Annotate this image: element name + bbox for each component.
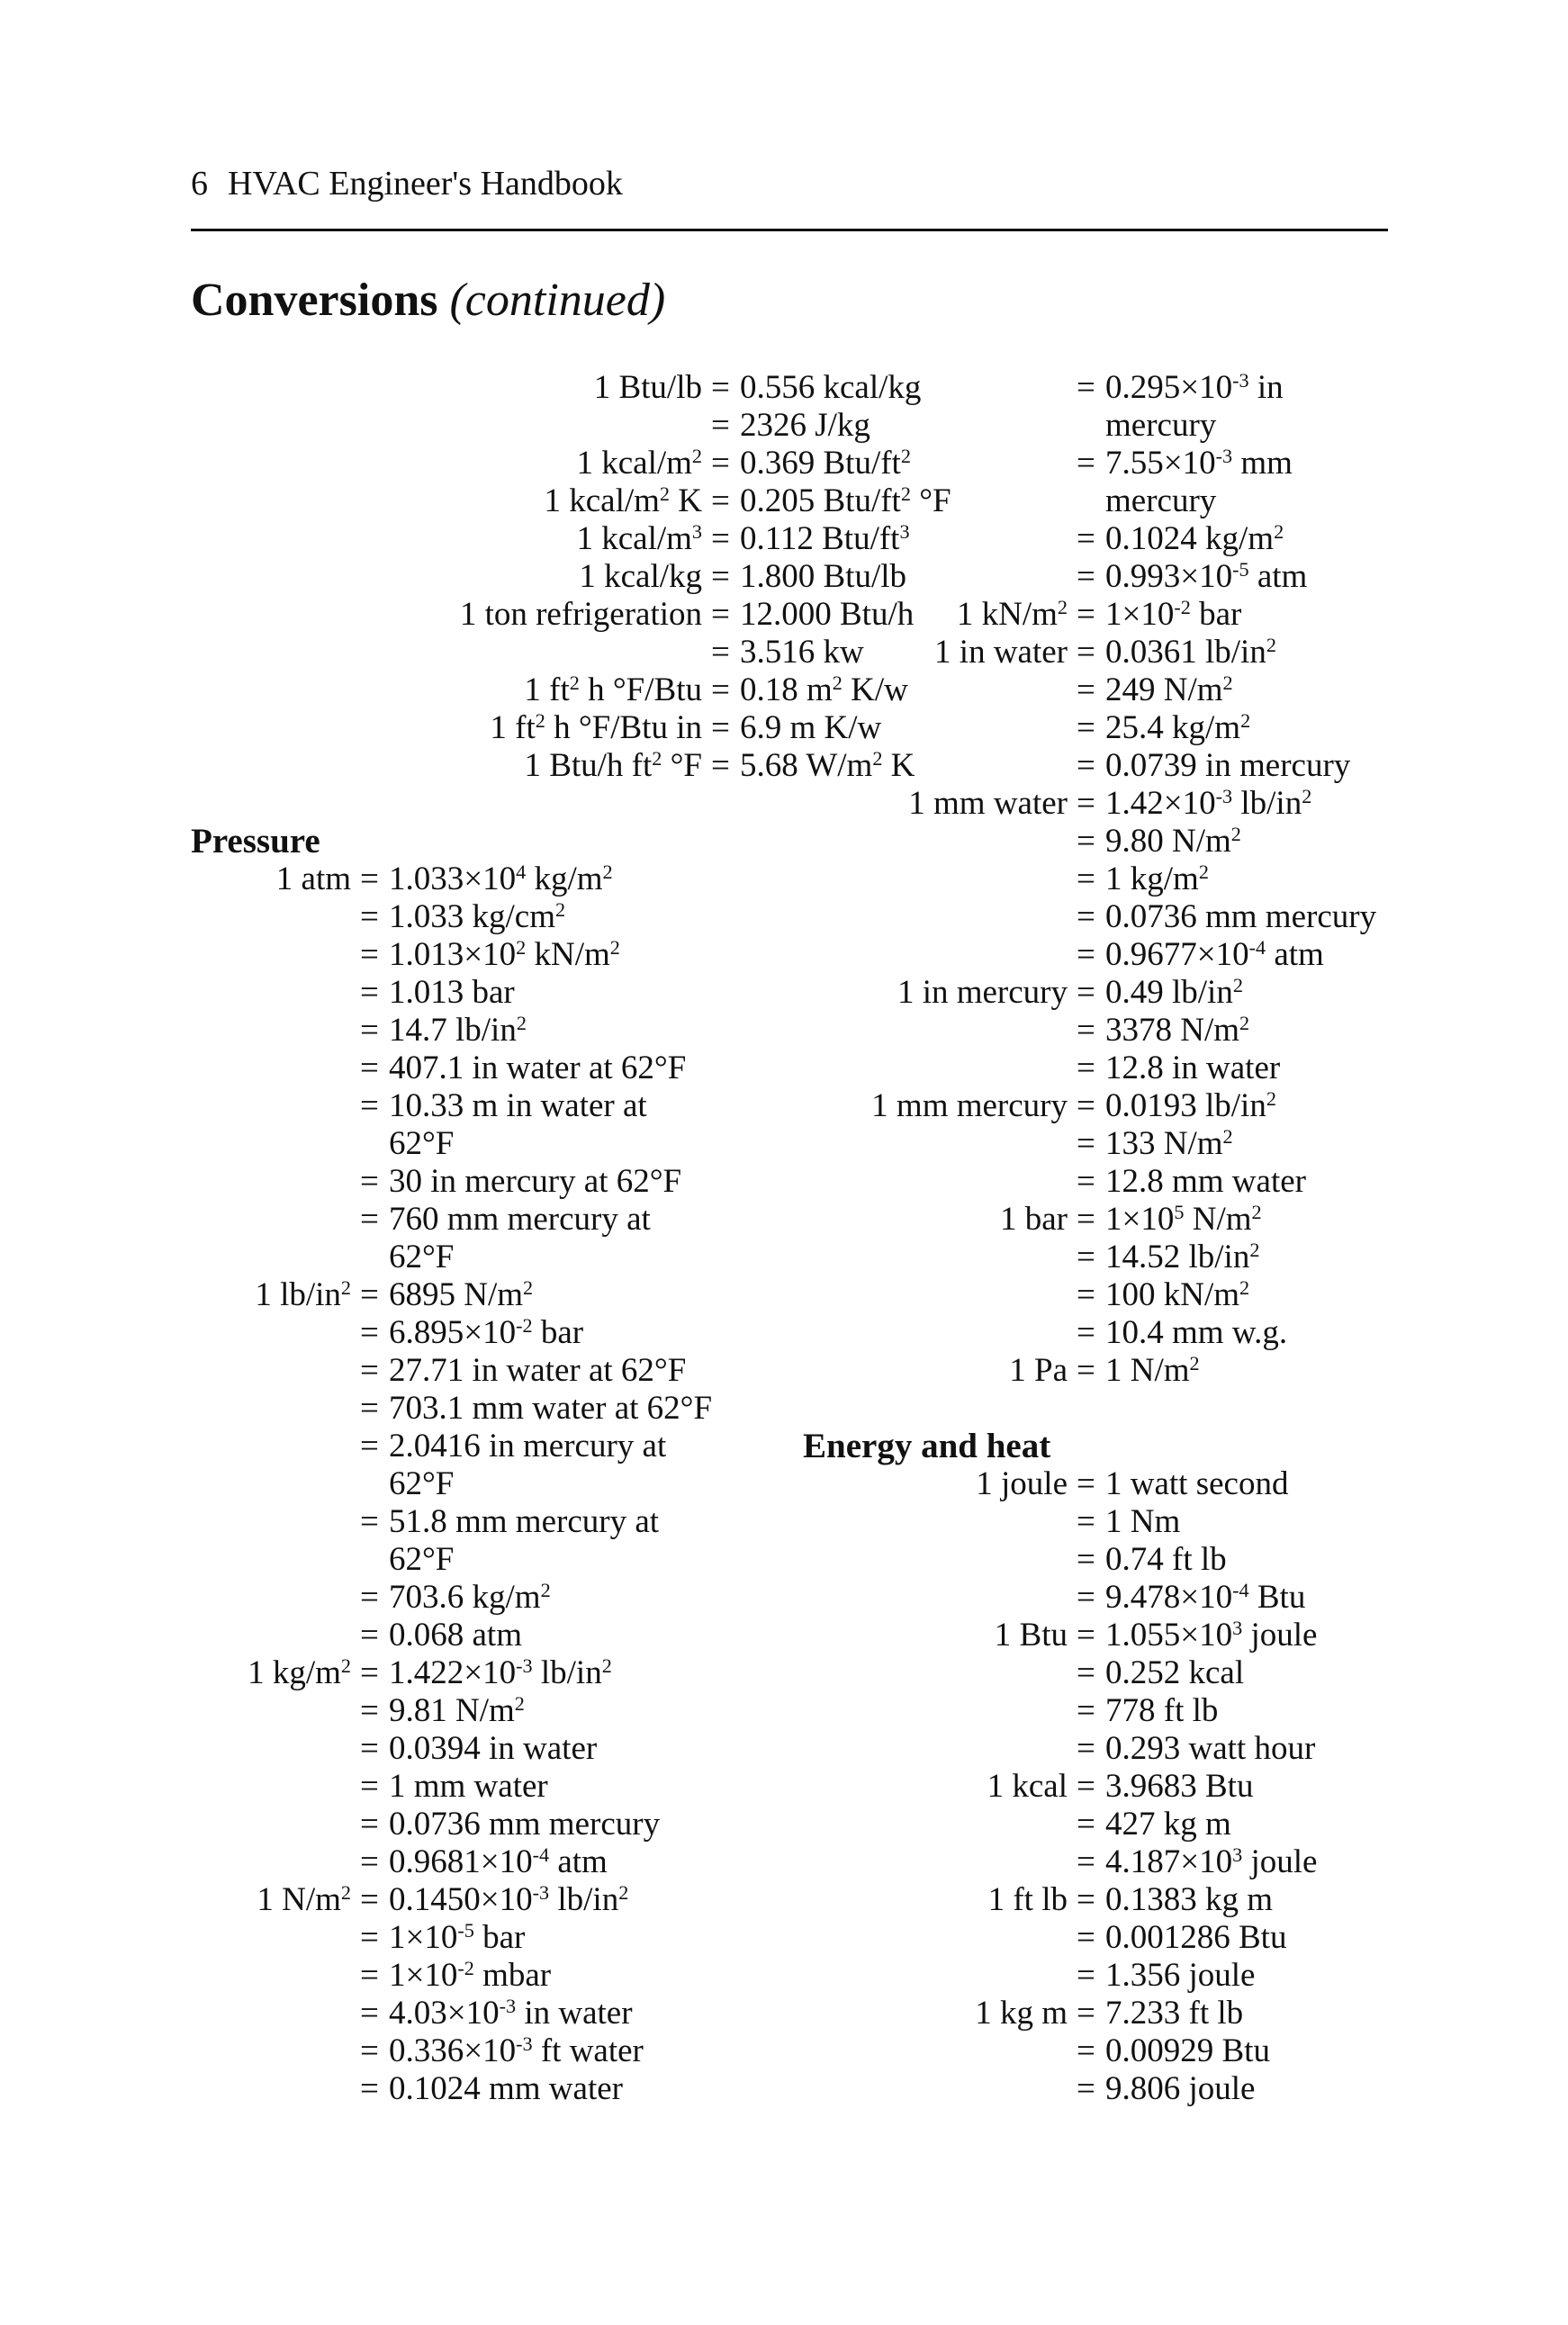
conversion-value: = 1 mm water bbox=[360, 1768, 548, 1805]
conversion-value: = $1.033\times 10^4$ $kg/m^2$ bbox=[360, 860, 613, 897]
conversion-unit: 1 $kg/m^2$ bbox=[248, 1654, 351, 1691]
conversion-row bbox=[191, 1352, 767, 1390]
conversion-unit bbox=[803, 2032, 1068, 2070]
conversion-value: = $9.478\times 10^{-4}$ Btu bbox=[1077, 1578, 1306, 1616]
conversion-row bbox=[191, 369, 922, 407]
conversion-row bbox=[191, 444, 911, 482]
conversion-value: = $1.422\times 10^{-3}$ $lb/in^2$ bbox=[360, 1654, 612, 1691]
conversion-unit bbox=[191, 634, 702, 671]
conversion-unit: 1 kcal bbox=[987, 1768, 1068, 1805]
section-spacer bbox=[191, 785, 767, 823]
conversion-value: = 3.516 kw bbox=[711, 634, 864, 671]
conversion-unit: 1 Pa bbox=[1009, 1352, 1068, 1389]
conversion-row bbox=[191, 1957, 767, 1995]
conversion-unit bbox=[191, 1125, 351, 1163]
conversion-row bbox=[191, 1239, 767, 1276]
conversion-row bbox=[191, 482, 951, 520]
conversion-row bbox=[803, 1806, 1388, 1843]
conversion-value: = 1.013 bar bbox=[360, 974, 515, 1011]
conversion-unit bbox=[803, 1919, 1068, 1957]
conversion-row bbox=[803, 1843, 1388, 1881]
conversion-unit bbox=[803, 2070, 1068, 2108]
conversion-block bbox=[803, 1390, 1388, 2108]
conversion-row bbox=[191, 1806, 767, 1843]
conversion-unit bbox=[803, 1541, 1068, 1579]
conversion-unit bbox=[803, 482, 1068, 520]
conversion-value: mercury bbox=[1105, 407, 1217, 444]
conversion-unit: 1 Btu/lb bbox=[593, 369, 702, 406]
conversion-row bbox=[803, 520, 1388, 558]
conversion-value: = 133 $N/m^2$ bbox=[1077, 1124, 1233, 1162]
conversion-unit bbox=[803, 369, 1068, 407]
conversion-unit bbox=[191, 1012, 351, 1050]
conversion-value: = 0.556 kcal/kg bbox=[711, 369, 922, 406]
conversion-unit: 1 bar bbox=[1000, 1201, 1068, 1238]
conversion-row bbox=[803, 1012, 1388, 1050]
conversion-value: = $0.1450\times 10^{-3}$ $lb/in^2$ bbox=[360, 1880, 629, 1918]
conversion-row bbox=[803, 2032, 1388, 2070]
conversion-row bbox=[191, 974, 767, 1012]
conversion-value: = 407.1 in water at 62°F bbox=[360, 1050, 687, 1086]
conversion-row bbox=[191, 1201, 767, 1239]
conversion-unit bbox=[191, 936, 351, 974]
conversion-unit bbox=[191, 1579, 351, 1617]
conversion-unit bbox=[803, 1239, 1068, 1276]
conversion-unit bbox=[803, 671, 1068, 709]
conversion-unit bbox=[191, 1087, 351, 1125]
conversion-row bbox=[191, 746, 915, 785]
conversion-row bbox=[191, 1314, 767, 1352]
conversion-value: = 0.0361 $lb/in^2$ bbox=[1077, 633, 1276, 671]
page-number: 6 bbox=[191, 165, 208, 203]
conversion-value: = 703.1 mm water at 62°F bbox=[360, 1390, 713, 1427]
conversion-value: = 25.4 $kg/m^2$ bbox=[1077, 708, 1251, 746]
conversion-row bbox=[803, 2070, 1388, 2108]
conversion-value: = 12.000 Btu/h bbox=[711, 596, 915, 633]
conversion-unit: 1 kcal/$m^3$ bbox=[576, 519, 702, 557]
conversion-unit bbox=[803, 558, 1068, 596]
conversion-value: = $0.336\times 10^{-3}$ ft water bbox=[360, 2032, 644, 2069]
conversion-row bbox=[191, 1654, 767, 1692]
conversion-unit bbox=[191, 2032, 351, 2070]
conversion-unit bbox=[191, 1428, 351, 1465]
conversion-row bbox=[803, 1314, 1388, 1352]
conversion-row bbox=[803, 974, 1388, 1012]
conversion-unit: 1 ft lb bbox=[987, 1881, 1068, 1918]
conversion-unit bbox=[803, 1654, 1068, 1692]
conversion-value: 62°F bbox=[389, 1465, 455, 1502]
conversion-row bbox=[191, 1087, 767, 1125]
conversion-row bbox=[191, 558, 907, 596]
conversion-value: = 760 mm mercury at bbox=[360, 1201, 651, 1238]
page-title-main: Conversions bbox=[191, 275, 438, 326]
conversion-value: = $1\times 10^{-2}$ bar bbox=[1077, 595, 1242, 633]
conversion-unit bbox=[191, 1806, 351, 1843]
conversion-row bbox=[803, 596, 1388, 634]
conversion-unit bbox=[803, 1314, 1068, 1352]
conversion-block bbox=[191, 785, 767, 1276]
conversion-value: = 1.033 $kg/cm^2$ bbox=[360, 897, 566, 935]
conversion-value: = 27.71 in water at 62°F bbox=[360, 1352, 687, 1389]
conversion-value: = 7.233 ft lb bbox=[1077, 1995, 1244, 2032]
conversion-value: = 2.0416 in mercury at bbox=[360, 1428, 667, 1464]
conversion-value: = 1 watt second bbox=[1077, 1465, 1289, 1502]
conversion-row bbox=[803, 1730, 1388, 1768]
conversion-unit bbox=[803, 1276, 1068, 1314]
conversion-unit bbox=[803, 1843, 1068, 1881]
conversion-value: = 0.18 $m^2$ K/w bbox=[711, 671, 908, 708]
conversion-value: = 0.1383 kg m bbox=[1077, 1881, 1274, 1918]
conversion-row bbox=[803, 1957, 1388, 1995]
conversion-unit bbox=[803, 898, 1068, 936]
conversion-value: = 0.252 kcal bbox=[1077, 1654, 1245, 1691]
conversion-unit bbox=[191, 1843, 351, 1881]
conversion-unit: 1 ton refrigeration bbox=[459, 596, 702, 633]
conversion-row bbox=[803, 1768, 1388, 1806]
conversion-unit: 1 mm mercury bbox=[871, 1087, 1068, 1124]
conversion-value: = 703.6 $kg/m^2$ bbox=[360, 1578, 551, 1616]
conversion-row bbox=[191, 1843, 767, 1881]
conversion-row bbox=[803, 1881, 1388, 1919]
conversion-row bbox=[191, 898, 767, 936]
conversion-unit bbox=[803, 936, 1068, 974]
conversion-value: = 1.800 Btu/lb bbox=[711, 558, 907, 595]
conversion-row bbox=[803, 1465, 1388, 1503]
conversion-value: = 0.0736 mm mercury bbox=[1077, 898, 1377, 935]
conversion-row bbox=[803, 445, 1388, 482]
conversion-unit bbox=[803, 445, 1068, 482]
conversion-value: = 0.293 watt hour bbox=[1077, 1730, 1316, 1767]
conversion-unit: 1 mm water bbox=[908, 785, 1068, 822]
conversion-unit bbox=[191, 407, 702, 445]
conversion-unit bbox=[803, 747, 1068, 785]
conversion-value: = 0.00929 Btu bbox=[1077, 2032, 1270, 2069]
conversion-unit bbox=[803, 520, 1068, 558]
conversion-value: = 778 ft lb bbox=[1077, 1692, 1219, 1729]
conversion-row bbox=[191, 1919, 767, 1957]
conversion-row bbox=[803, 936, 1388, 974]
conversion-value: 62°F bbox=[389, 1239, 455, 1275]
conversion-row bbox=[191, 634, 864, 671]
conversion-value: = 0.369 Btu/$ft^2$ bbox=[711, 444, 911, 482]
conversion-value: = 427 kg m bbox=[1077, 1806, 1231, 1843]
conversion-value: = 0.0193 $lb/in^2$ bbox=[1077, 1086, 1276, 1124]
conversion-value: = $0.9677\times 10^{-4}$ atm bbox=[1077, 935, 1324, 973]
conversion-unit: 1 kcal/kg bbox=[579, 558, 702, 595]
conversion-row bbox=[191, 1541, 767, 1579]
conversion-value: 62°F bbox=[389, 1541, 455, 1578]
conversion-value: = 6895 $N/m^2$ bbox=[360, 1275, 534, 1313]
conversion-unit bbox=[803, 407, 1068, 445]
conversion-unit bbox=[803, 1012, 1068, 1050]
conversion-row bbox=[803, 1201, 1388, 1239]
conversion-value: = 0.068 atm bbox=[360, 1617, 522, 1654]
conversion-row bbox=[803, 1163, 1388, 1201]
conversion-row bbox=[803, 634, 1388, 671]
conversion-unit bbox=[191, 1768, 351, 1806]
conversion-value: = $1\times 10^5$ $N/m^2$ bbox=[1077, 1200, 1262, 1238]
conversion-row bbox=[803, 1995, 1388, 2032]
conversion-row bbox=[803, 1503, 1388, 1541]
conversion-unit bbox=[803, 861, 1068, 898]
conversion-value: = $0.295\times 10^{-3}$ in bbox=[1077, 368, 1284, 406]
conversion-unit bbox=[191, 1239, 351, 1276]
conversion-unit bbox=[803, 1730, 1068, 1768]
conversion-unit bbox=[191, 1201, 351, 1239]
conversion-value: = 5.68 $W/m^2$ K bbox=[711, 746, 915, 784]
conversion-unit bbox=[191, 1503, 351, 1541]
conversion-value: = 2326 J/kg bbox=[711, 407, 870, 444]
conversion-value: = 249 $N/m^2$ bbox=[1077, 671, 1233, 708]
conversion-unit bbox=[191, 1692, 351, 1730]
conversion-row bbox=[803, 1692, 1388, 1730]
conversion-row bbox=[803, 671, 1388, 709]
conversion-row bbox=[191, 1995, 767, 2032]
conversion-unit bbox=[191, 1957, 351, 1995]
conversion-value: = 0.1024 $kg/m^2$ bbox=[1077, 519, 1284, 557]
conversion-value: 62°F bbox=[389, 1125, 455, 1162]
conversion-row bbox=[803, 785, 1388, 823]
conversion-unit bbox=[803, 1163, 1068, 1201]
conversion-value: = 14.7 $lb/in^2$ bbox=[360, 1011, 527, 1049]
conversion-unit bbox=[191, 974, 351, 1012]
conversion-row bbox=[803, 1276, 1388, 1314]
conversion-unit bbox=[803, 1503, 1068, 1541]
conversion-unit: 1 kcal/$m^2$ K bbox=[544, 482, 702, 519]
page-title bbox=[191, 272, 665, 329]
conversion-unit: 1 $kN/m^2$ bbox=[956, 595, 1068, 633]
conversion-row bbox=[803, 1087, 1388, 1125]
conversion-row bbox=[803, 1125, 1388, 1163]
section-heading: Energy and heat bbox=[803, 1427, 1051, 1465]
conversion-row bbox=[803, 1352, 1388, 1390]
conversion-value: = 3.9683 Btu bbox=[1077, 1768, 1254, 1805]
conversion-value: = $6.895\times 10^{-2}$ bar bbox=[360, 1313, 584, 1351]
conversion-value: = 1 $N/m^2$ bbox=[1077, 1351, 1200, 1389]
conversion-value: = 9.80 $N/m^2$ bbox=[1077, 822, 1241, 860]
conversion-row bbox=[191, 671, 908, 709]
conversion-value: = $1.42\times 10^{-3}$ $lb/in^2$ bbox=[1077, 784, 1312, 822]
conversion-unit bbox=[191, 1617, 351, 1654]
conversion-value: = 0.74 ft lb bbox=[1077, 1541, 1227, 1578]
conversion-row bbox=[191, 1125, 767, 1163]
conversion-value: = 0.0736 mm mercury bbox=[360, 1806, 661, 1843]
right-column bbox=[803, 369, 1388, 2108]
conversion-row bbox=[191, 1465, 767, 1503]
conversion-unit bbox=[803, 1806, 1068, 1843]
conversion-block bbox=[191, 1276, 767, 2108]
conversion-block bbox=[803, 369, 1388, 1390]
conversion-row bbox=[191, 861, 767, 898]
conversion-value: = 1 $kg/m^2$ bbox=[1077, 860, 1209, 897]
conversion-unit bbox=[191, 1050, 351, 1087]
conversion-row bbox=[191, 1881, 767, 1919]
conversion-row bbox=[191, 2070, 767, 2108]
conversion-value: = 10.4 mm w.g. bbox=[1077, 1314, 1288, 1351]
conversion-row bbox=[191, 1692, 767, 1730]
conversion-value: = 0.205 Btu/$ft^2$ °F bbox=[711, 482, 951, 519]
conversion-value: = 0.112 Btu/$ft^3$ bbox=[711, 519, 910, 557]
conversion-row bbox=[191, 1768, 767, 1806]
conversion-unit: 1 kg m bbox=[975, 1995, 1068, 2032]
conversion-unit bbox=[803, 1050, 1068, 1087]
conversion-row bbox=[803, 898, 1388, 936]
conversion-unit: 1 Btu bbox=[994, 1617, 1068, 1654]
conversion-unit bbox=[191, 1919, 351, 1957]
conversion-row bbox=[803, 861, 1388, 898]
conversion-value: = 3378 $N/m^2$ bbox=[1077, 1011, 1250, 1049]
conversion-row bbox=[191, 1050, 767, 1087]
conversion-row bbox=[803, 709, 1388, 747]
conversion-row bbox=[191, 1503, 767, 1541]
conversion-value: = $0.9681\times 10^{-4}$ atm bbox=[360, 1843, 608, 1880]
conversion-unit: 1 in water bbox=[934, 634, 1068, 671]
conversion-unit: 1 Btu/h $ft^2$ °F bbox=[524, 746, 702, 784]
conversion-value: = 0.0394 in water bbox=[360, 1730, 598, 1767]
conversion-value: = 0.001286 Btu bbox=[1077, 1919, 1287, 1956]
conversion-unit: 1 kcal/$m^2$ bbox=[576, 444, 702, 482]
conversion-row bbox=[191, 936, 767, 974]
conversion-row bbox=[191, 1276, 767, 1314]
conversion-value: = 12.8 in water bbox=[1077, 1050, 1281, 1086]
conversion-value: = 14.52 $lb/in^2$ bbox=[1077, 1238, 1260, 1275]
conversion-row bbox=[191, 519, 910, 558]
conversion-value: = 1 Nm bbox=[1077, 1503, 1181, 1540]
section-heading: Pressure bbox=[191, 822, 320, 861]
running-head bbox=[191, 162, 623, 205]
conversion-row bbox=[803, 369, 1388, 407]
conversion-unit bbox=[191, 1390, 351, 1428]
conversion-value: = 9.806 joule bbox=[1077, 2070, 1256, 2107]
conversion-value: = $1.013\times 10^2$ $kN/m^2$ bbox=[360, 935, 620, 973]
conversion-unit: 1 $lb/in^2$ bbox=[255, 1275, 351, 1313]
conversion-row bbox=[803, 1617, 1388, 1654]
conversion-row bbox=[191, 407, 870, 445]
conversion-row bbox=[803, 1654, 1388, 1692]
conversion-unit bbox=[191, 1541, 351, 1579]
conversion-unit bbox=[191, 1465, 351, 1503]
conversion-value: = $1\times 10^{-5}$ bar bbox=[360, 1918, 526, 1956]
conversion-unit: 1 $N/m^2$ bbox=[257, 1880, 351, 1918]
conversion-value: = $4.03\times 10^{-3}$ in water bbox=[360, 1994, 633, 2032]
conversion-unit bbox=[803, 823, 1068, 861]
conversion-value: = $4.187\times 10^3$ joule bbox=[1077, 1843, 1318, 1880]
conversion-unit: 1 $ft^2$ h °F/Btu bbox=[524, 671, 702, 708]
conversion-value: = 10.33 m in water at bbox=[360, 1087, 647, 1124]
conversion-row bbox=[191, 1617, 767, 1654]
conversion-row bbox=[803, 747, 1388, 785]
conversion-row bbox=[803, 1239, 1388, 1276]
conversion-unit bbox=[191, 1163, 351, 1201]
conversion-value: = 1.356 joule bbox=[1077, 1957, 1256, 1994]
conversion-unit bbox=[803, 709, 1068, 747]
conversion-unit bbox=[803, 1957, 1068, 1995]
conversion-value: = 6.9 m K/w bbox=[711, 709, 882, 746]
conversion-value: = 0.1024 mm water bbox=[360, 2070, 623, 2107]
conversion-row bbox=[191, 1012, 767, 1050]
conversion-unit bbox=[191, 1995, 351, 2032]
conversion-unit bbox=[191, 898, 351, 936]
conversion-row bbox=[803, 407, 1388, 445]
conversion-value: = 0.0739 in mercury bbox=[1077, 747, 1351, 784]
conversion-row bbox=[803, 1919, 1388, 1957]
conversion-value: = $7.55\times 10^{-3}$ mm bbox=[1077, 444, 1293, 482]
header-rule bbox=[191, 229, 1388, 231]
conversion-block bbox=[191, 369, 951, 785]
conversion-unit bbox=[191, 1314, 351, 1352]
conversion-unit: 1 $ft^2$ h °F/Btu in bbox=[490, 708, 702, 746]
conversion-row bbox=[803, 558, 1388, 596]
conversion-row bbox=[803, 1541, 1388, 1579]
conversion-unit: 1 atm bbox=[275, 861, 351, 897]
conversion-value: = $1.055\times 10^3$ joule bbox=[1077, 1616, 1318, 1654]
section-spacer bbox=[803, 1390, 1388, 1428]
book-title: HVAC Engineer's Handbook bbox=[228, 165, 623, 203]
conversion-row bbox=[191, 708, 882, 747]
conversion-row bbox=[191, 1730, 767, 1768]
conversion-unit bbox=[803, 1692, 1068, 1730]
conversion-value: = 30 in mercury at 62°F bbox=[360, 1163, 682, 1200]
conversion-unit bbox=[191, 1730, 351, 1768]
conversion-unit: 1 joule bbox=[976, 1465, 1068, 1502]
conversion-unit bbox=[803, 1579, 1068, 1617]
conversion-row bbox=[803, 1050, 1388, 1087]
conversion-value: = $1\times 10^{-2}$ mbar bbox=[360, 1956, 552, 1994]
conversion-value: = 12.8 mm water bbox=[1077, 1163, 1306, 1200]
page-title-continued: (continued) bbox=[449, 275, 666, 326]
conversion-row bbox=[803, 1579, 1388, 1617]
conversion-row bbox=[191, 1390, 767, 1428]
conversion-value: = 9.81 $N/m^2$ bbox=[360, 1691, 525, 1729]
conversion-unit bbox=[803, 1125, 1068, 1163]
conversion-row bbox=[191, 1428, 767, 1465]
conversion-row bbox=[191, 2032, 767, 2070]
conversion-value: = 51.8 mm mercury at bbox=[360, 1503, 660, 1540]
conversion-row bbox=[191, 1579, 767, 1617]
conversion-row bbox=[191, 596, 915, 634]
conversion-value: = 0.49 $lb/in^2$ bbox=[1077, 973, 1243, 1011]
conversion-value: = $0.993\times 10^{-5}$ atm bbox=[1077, 557, 1308, 595]
conversion-row bbox=[191, 1163, 767, 1201]
conversion-row bbox=[803, 482, 1388, 520]
conversion-unit bbox=[191, 2070, 351, 2108]
conversion-value: mercury bbox=[1105, 482, 1217, 519]
conversion-unit bbox=[191, 1352, 351, 1390]
conversion-value: = 100 $kN/m^2$ bbox=[1077, 1275, 1250, 1313]
conversion-row bbox=[803, 823, 1388, 861]
conversion-unit: 1 in mercury bbox=[897, 974, 1068, 1011]
